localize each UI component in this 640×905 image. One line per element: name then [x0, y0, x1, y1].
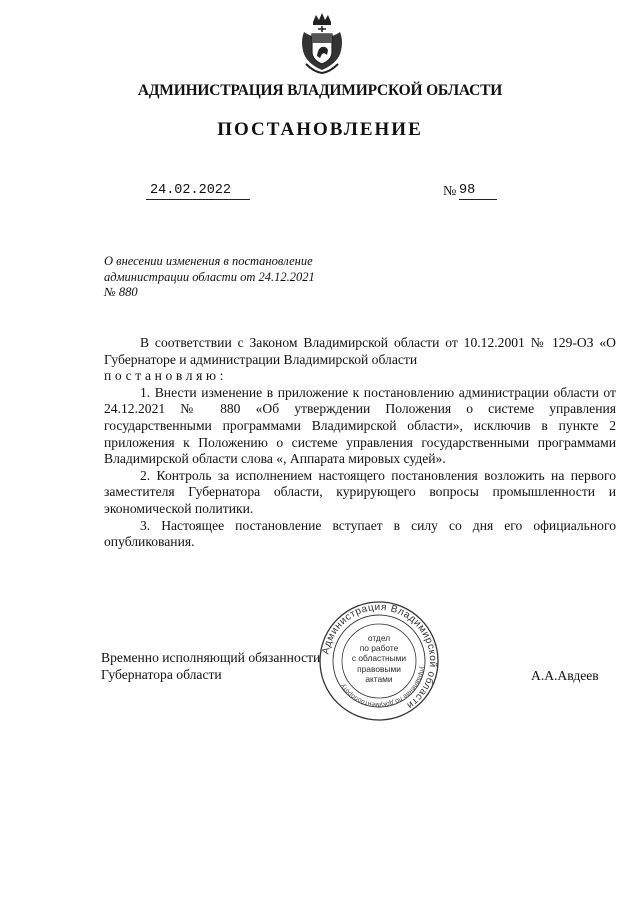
stamp-line: по работе: [359, 643, 399, 654]
stamp-line: правовыми: [357, 663, 401, 674]
subject-line: № 880: [104, 285, 138, 299]
signatory-name: А.А.Авдеев: [531, 668, 599, 683]
organization-name: АДМИНИСТРАЦИЯ ВЛАДИМИРСКОЙ ОБЛАСТИ: [137, 82, 503, 99]
position-line: Временно исполняющий обязанности: [101, 650, 321, 665]
coat-of-arms-emblem: [298, 12, 346, 76]
stamp-center-text: [344, 633, 414, 684]
clause-2: 2. Контроль за исполнением настоящего постановления возложить на первого заместителя Губернатора области, курирующего вопросы промышленности и экономической политики.: [104, 467, 616, 516]
subject-line: О внесении изменения в постановление: [104, 254, 313, 268]
document-date: 24.02.2022: [146, 182, 250, 200]
document-subject: [104, 254, 364, 301]
document-body: [104, 335, 616, 551]
stamp-outer-text: Администрация Владимирской области: [320, 601, 439, 711]
document-number: 98: [459, 182, 497, 200]
decree-word: постановляю:: [104, 368, 228, 384]
stamp-line: актами: [365, 673, 393, 684]
stamp-line: отдел: [367, 633, 391, 643]
position-line: Губернатора области: [101, 667, 222, 682]
clause-3: 3. Настоящее постановление вступает в силу со дня его официального опубликования.: [104, 517, 616, 550]
stamp-inner-text: управление по документообороту: [339, 665, 426, 709]
document-type-title: ПОСТАНОВЛЕНИЕ: [217, 119, 423, 140]
stamp-line: с областными: [351, 653, 407, 664]
clause-1: 1. Внести изменение в приложение к постановлению администрации области от 24.12.2021 № 880 «Об утверждении Положения о системе управления государственными программами Владимирской области», исключив в пункте 2 приложения к Положению о системе управления государственными программами Владимирской области слова «, Аппарата мировых судей».: [104, 384, 616, 467]
subject-line: администрации области от 24.12.2021: [104, 269, 315, 284]
intro-paragraph: В соответствии с Законом Владимирской области от 10.12.2001 № 129-ОЗ «О Губернаторе и администрации Владимирской области: [104, 335, 616, 367]
signatory-position: [101, 649, 320, 683]
number-label: №: [443, 184, 457, 199]
